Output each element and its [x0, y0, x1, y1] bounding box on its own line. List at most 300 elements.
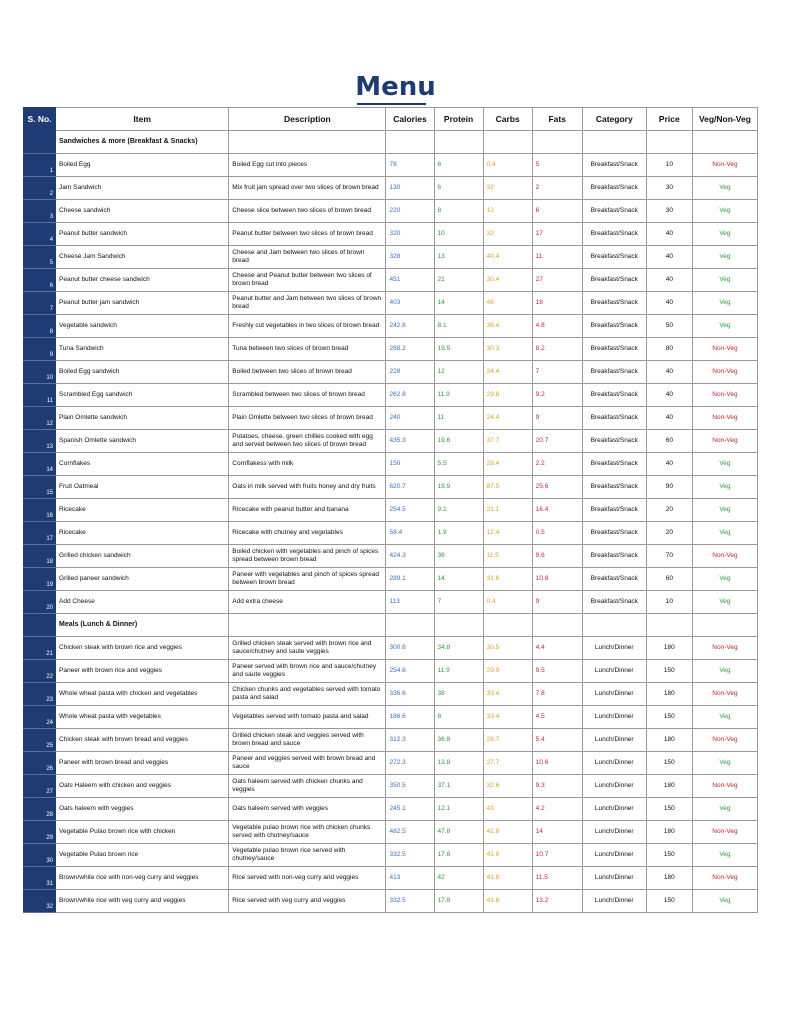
- item-description: Oats haleem served with veggies: [229, 798, 386, 821]
- item-description: Add extra cheese: [229, 591, 386, 614]
- price-value: 40: [646, 384, 692, 407]
- calories-value: 228: [386, 361, 434, 384]
- item-description: Potatoes, cheese, green chillies cooked with egg and served between two slices of brown bread: [229, 430, 386, 453]
- item-description: Paneer served with brown rice and sauce/chutney and saute veggies: [229, 660, 386, 683]
- section-label: Meals (Lunch & Dinner): [56, 614, 229, 637]
- price-value: 180: [646, 683, 692, 706]
- price-value: 30: [646, 177, 692, 200]
- calories-value: 254.5: [386, 499, 434, 522]
- protein-value: 9.1: [434, 499, 483, 522]
- price-value: 150: [646, 844, 692, 867]
- item-description: Cheese slice between two slices of brown bread: [229, 200, 386, 223]
- carbs-value: 43: [483, 798, 532, 821]
- item-description: Boiled chicken with vegetables and pinch of spices spread between brown bread: [229, 545, 386, 568]
- item-name: Whole wheat pasta with vegetables: [56, 706, 229, 729]
- fats-value: 25.6: [532, 476, 582, 499]
- veg-nonveg-value: Non-Veg: [692, 384, 757, 407]
- carbs-value: 46: [483, 292, 532, 315]
- price-value: 40: [646, 453, 692, 476]
- price-value: 60: [646, 568, 692, 591]
- veg-nonveg-value: Non-Veg: [692, 775, 757, 798]
- section-empty-cell: [483, 131, 532, 154]
- item-name: Tuna Sandwich: [56, 338, 229, 361]
- price-value: 30: [646, 200, 692, 223]
- row-number: 7: [24, 292, 56, 315]
- calories-value: 350.5: [386, 775, 434, 798]
- calories-value: 403: [386, 292, 434, 315]
- calories-value: 300.6: [386, 637, 434, 660]
- header-item: Item: [56, 108, 229, 131]
- price-value: 20: [646, 499, 692, 522]
- protein-value: 36: [434, 545, 483, 568]
- carbs-value: 37.7: [483, 430, 532, 453]
- carbs-value: 41.8: [483, 821, 532, 844]
- fats-value: 18: [532, 292, 582, 315]
- carbs-value: 12: [483, 200, 532, 223]
- fats-value: 6: [532, 200, 582, 223]
- carbs-value: 26.7: [483, 729, 532, 752]
- calories-value: 336.6: [386, 683, 434, 706]
- page-title: Menu: [355, 72, 436, 102]
- calories-value: 413: [386, 867, 434, 890]
- section-row: [24, 131, 758, 154]
- protein-value: 36.8: [434, 729, 483, 752]
- menu-table-body: [24, 131, 758, 913]
- header-price: Price: [646, 108, 692, 131]
- category-value: Breakfast/Snack: [582, 154, 646, 177]
- table-row: [24, 315, 758, 338]
- category-value: Breakfast/Snack: [582, 200, 646, 223]
- header-category: Category: [582, 108, 646, 131]
- section-sno-cell: [24, 614, 56, 637]
- row-number: 19: [24, 568, 56, 591]
- item-name: Chicken steak with brown bread and veggies: [56, 729, 229, 752]
- calories-value: 78: [386, 154, 434, 177]
- protein-value: 17.8: [434, 890, 483, 913]
- price-value: 180: [646, 867, 692, 890]
- item-name: Vegetable sandwich: [56, 315, 229, 338]
- category-value: Breakfast/Snack: [582, 338, 646, 361]
- item-description: Ricecake with peanut butter and banana: [229, 499, 386, 522]
- protein-value: 19.5: [434, 338, 483, 361]
- item-description: Oats haleem served with chicken chunks and veggies: [229, 775, 386, 798]
- price-value: 70: [646, 545, 692, 568]
- table-row: [24, 729, 758, 752]
- table-row: [24, 269, 758, 292]
- table-row: [24, 154, 758, 177]
- price-value: 180: [646, 729, 692, 752]
- item-description: Peanut butter and Jam between two slices of brown bread: [229, 292, 386, 315]
- row-number: 6: [24, 269, 56, 292]
- item-name: Plain Omlette sandwich: [56, 407, 229, 430]
- category-value: Breakfast/Snack: [582, 430, 646, 453]
- calories-value: 451: [386, 269, 434, 292]
- calories-value: 328: [386, 246, 434, 269]
- row-number: 28: [24, 798, 56, 821]
- calories-value: 482.5: [386, 821, 434, 844]
- price-value: 150: [646, 890, 692, 913]
- row-number: 13: [24, 430, 56, 453]
- table-row: [24, 568, 758, 591]
- fats-value: 20.7: [532, 430, 582, 453]
- veg-nonveg-value: Veg: [692, 476, 757, 499]
- veg-nonveg-value: Non-Veg: [692, 430, 757, 453]
- row-number: 30: [24, 844, 56, 867]
- carbs-value: 0.4: [483, 154, 532, 177]
- calories-value: 186.6: [386, 706, 434, 729]
- carbs-value: 29.8: [483, 384, 532, 407]
- section-empty-cell: [582, 131, 646, 154]
- row-number: 12: [24, 407, 56, 430]
- protein-value: 8: [434, 200, 483, 223]
- section-empty-cell: [532, 131, 582, 154]
- category-value: Lunch/Dinner: [582, 683, 646, 706]
- fats-value: 9: [532, 591, 582, 614]
- price-value: 40: [646, 223, 692, 246]
- fats-value: 10.8: [532, 568, 582, 591]
- item-name: Cornflakes: [56, 453, 229, 476]
- veg-nonveg-value: Non-Veg: [692, 867, 757, 890]
- row-number: 20: [24, 591, 56, 614]
- table-row: [24, 246, 758, 269]
- veg-nonveg-value: Veg: [692, 246, 757, 269]
- category-value: Breakfast/Snack: [582, 177, 646, 200]
- table-row: [24, 453, 758, 476]
- fats-value: 9.3: [532, 775, 582, 798]
- fats-value: 2.2: [532, 453, 582, 476]
- item-name: Spanish Omlette sandwich: [56, 430, 229, 453]
- row-number: 18: [24, 545, 56, 568]
- item-description: Chicken chunks and vegetables served with tomato pasta and salad: [229, 683, 386, 706]
- row-number: 8: [24, 315, 56, 338]
- section-label: Sandwiches & more (Breakfast & Snacks): [56, 131, 229, 154]
- category-value: Lunch/Dinner: [582, 798, 646, 821]
- category-value: Lunch/Dinner: [582, 637, 646, 660]
- protein-value: 8: [434, 706, 483, 729]
- table-row: [24, 637, 758, 660]
- item-name: Paneer with brown rice and veggies: [56, 660, 229, 683]
- calories-value: 435.3: [386, 430, 434, 453]
- veg-nonveg-value: Non-Veg: [692, 683, 757, 706]
- veg-nonveg-value: Non-Veg: [692, 338, 757, 361]
- category-value: Breakfast/Snack: [582, 476, 646, 499]
- fats-value: 16.4: [532, 499, 582, 522]
- header-calories: Calories: [386, 108, 434, 131]
- table-row: [24, 522, 758, 545]
- category-value: Lunch/Dinner: [582, 867, 646, 890]
- protein-value: 10: [434, 223, 483, 246]
- fats-value: 4.4: [532, 637, 582, 660]
- calories-value: 332.5: [386, 890, 434, 913]
- item-name: Grilled paneer sandwich: [56, 568, 229, 591]
- row-number: 22: [24, 660, 56, 683]
- section-empty-cell: [692, 614, 757, 637]
- item-description: Cheese and Peanut butter between two slices of brown bread: [229, 269, 386, 292]
- row-number: 23: [24, 683, 56, 706]
- fats-value: 7.8: [532, 683, 582, 706]
- table-row: [24, 844, 758, 867]
- table-row: [24, 660, 758, 683]
- protein-value: 11.9: [434, 384, 483, 407]
- table-row: [24, 200, 758, 223]
- section-empty-cell: [229, 614, 386, 637]
- protein-value: 6: [434, 154, 483, 177]
- protein-value: 7: [434, 591, 483, 614]
- category-value: Breakfast/Snack: [582, 453, 646, 476]
- section-empty-cell: [532, 614, 582, 637]
- item-description: Plain Omlette between two slices of brown bread: [229, 407, 386, 430]
- price-value: 150: [646, 706, 692, 729]
- item-name: Add Cheese: [56, 591, 229, 614]
- price-value: 150: [646, 752, 692, 775]
- item-description: Scrambled between two slices of brown bread: [229, 384, 386, 407]
- category-value: Lunch/Dinner: [582, 729, 646, 752]
- carbs-value: 30.5: [483, 637, 532, 660]
- price-value: 10: [646, 591, 692, 614]
- carbs-value: 30.3: [483, 338, 532, 361]
- carbs-value: 31.6: [483, 568, 532, 591]
- calories-value: 150: [386, 453, 434, 476]
- carbs-value: 12.4: [483, 522, 532, 545]
- fats-value: 4.8: [532, 315, 582, 338]
- veg-nonveg-value: Non-Veg: [692, 821, 757, 844]
- price-value: 50: [646, 315, 692, 338]
- fats-value: 9.6: [532, 545, 582, 568]
- category-value: Lunch/Dinner: [582, 706, 646, 729]
- item-description: Peanut butter between two slices of brown bread: [229, 223, 386, 246]
- header-description: Description: [229, 108, 386, 131]
- fats-value: 9.2: [532, 384, 582, 407]
- carbs-value: 11.5: [483, 545, 532, 568]
- row-number: 27: [24, 775, 56, 798]
- veg-nonveg-value: Veg: [692, 568, 757, 591]
- price-value: 150: [646, 660, 692, 683]
- price-value: 180: [646, 775, 692, 798]
- protein-value: 12.1: [434, 798, 483, 821]
- veg-nonveg-value: Veg: [692, 453, 757, 476]
- calories-value: 262.8: [386, 384, 434, 407]
- section-empty-cell: [692, 131, 757, 154]
- row-number: 16: [24, 499, 56, 522]
- calories-value: 245.1: [386, 798, 434, 821]
- table-row: [24, 752, 758, 775]
- category-value: Breakfast/Snack: [582, 568, 646, 591]
- carbs-value: 32: [483, 177, 532, 200]
- item-name: Vegetable Pulao brown rice: [56, 844, 229, 867]
- menu-table: [23, 107, 758, 913]
- carbs-value: 38.4: [483, 315, 532, 338]
- veg-nonveg-value: Veg: [692, 200, 757, 223]
- calories-value: 320: [386, 223, 434, 246]
- table-row: [24, 591, 758, 614]
- fats-value: 10.7: [532, 844, 582, 867]
- table-row: [24, 338, 758, 361]
- row-number: 9: [24, 338, 56, 361]
- header-carbs: Carbs: [483, 108, 532, 131]
- row-number: 15: [24, 476, 56, 499]
- fats-value: 5: [532, 154, 582, 177]
- veg-nonveg-value: Veg: [692, 798, 757, 821]
- calories-value: 424.3: [386, 545, 434, 568]
- veg-nonveg-value: Veg: [692, 223, 757, 246]
- calories-value: 288.2: [386, 338, 434, 361]
- veg-nonveg-value: Veg: [692, 890, 757, 913]
- section-row: [24, 614, 758, 637]
- price-value: 40: [646, 361, 692, 384]
- veg-nonveg-value: Veg: [692, 522, 757, 545]
- veg-nonveg-value: Non-Veg: [692, 545, 757, 568]
- price-value: 40: [646, 292, 692, 315]
- item-description: Vegetables served with tomato pasta and salad: [229, 706, 386, 729]
- item-name: Vegetable Pulao brown rice with chicken: [56, 821, 229, 844]
- row-number: 1: [24, 154, 56, 177]
- section-empty-cell: [646, 131, 692, 154]
- category-value: Lunch/Dinner: [582, 660, 646, 683]
- protein-value: 14: [434, 292, 483, 315]
- protein-value: 17.8: [434, 844, 483, 867]
- protein-value: 19.9: [434, 476, 483, 499]
- protein-value: 6: [434, 177, 483, 200]
- calories-value: 620.7: [386, 476, 434, 499]
- row-number: 26: [24, 752, 56, 775]
- carbs-value: 32: [483, 223, 532, 246]
- section-empty-cell: [646, 614, 692, 637]
- protein-value: 34.8: [434, 637, 483, 660]
- table-row: [24, 545, 758, 568]
- price-value: 40: [646, 269, 692, 292]
- carbs-value: 41.8: [483, 890, 532, 913]
- item-name: Oats haleem with veggies: [56, 798, 229, 821]
- protein-value: 47.8: [434, 821, 483, 844]
- calories-value: 272.3: [386, 752, 434, 775]
- category-value: Breakfast/Snack: [582, 407, 646, 430]
- price-value: 90: [646, 476, 692, 499]
- item-name: Whole wheat pasta with chicken and vegetables: [56, 683, 229, 706]
- item-description: Paneer with vegetables and pinch of spices spread between brown bread: [229, 568, 386, 591]
- protein-value: 37.1: [434, 775, 483, 798]
- carbs-value: 32.6: [483, 775, 532, 798]
- price-value: 40: [646, 407, 692, 430]
- fats-value: 14: [532, 821, 582, 844]
- item-description: Paneer and veggies served with brown bread and sauce: [229, 752, 386, 775]
- section-empty-cell: [434, 131, 483, 154]
- item-description: Cornflakess with milk: [229, 453, 386, 476]
- veg-nonveg-value: Veg: [692, 706, 757, 729]
- table-row: [24, 177, 758, 200]
- item-name: Cheese sandwich: [56, 200, 229, 223]
- section-sno-cell: [24, 131, 56, 154]
- table-row: [24, 775, 758, 798]
- category-value: Lunch/Dinner: [582, 775, 646, 798]
- row-number: 17: [24, 522, 56, 545]
- protein-value: 12: [434, 361, 483, 384]
- fats-value: 4.5: [532, 706, 582, 729]
- category-value: Breakfast/Snack: [582, 246, 646, 269]
- table-row: [24, 292, 758, 315]
- table-row: [24, 499, 758, 522]
- protein-value: 19.6: [434, 430, 483, 453]
- row-number: 4: [24, 223, 56, 246]
- table-row: [24, 361, 758, 384]
- fats-value: 2: [532, 177, 582, 200]
- category-value: Breakfast/Snack: [582, 223, 646, 246]
- item-description: Rice served with non-veg curry and veggies: [229, 867, 386, 890]
- fats-value: 10.6: [532, 752, 582, 775]
- fats-value: 13.2: [532, 890, 582, 913]
- section-empty-cell: [386, 131, 434, 154]
- fats-value: 0.5: [532, 522, 582, 545]
- item-name: Chicken steak with brown rice and veggies: [56, 637, 229, 660]
- protein-value: 13.8: [434, 752, 483, 775]
- carbs-value: 87.5: [483, 476, 532, 499]
- item-name: Fruit Oatmeal: [56, 476, 229, 499]
- item-description: Ricecake with chutney and vegetables: [229, 522, 386, 545]
- calories-value: 242.8: [386, 315, 434, 338]
- item-description: Vegetable pulao brown rice served with chutney/sauce: [229, 844, 386, 867]
- veg-nonveg-value: Veg: [692, 315, 757, 338]
- price-value: 60: [646, 430, 692, 453]
- calories-value: 113: [386, 591, 434, 614]
- title-underline: [357, 103, 426, 105]
- fats-value: 27: [532, 269, 582, 292]
- item-name: Scrambled Egg sandwich: [56, 384, 229, 407]
- veg-nonveg-value: Veg: [692, 292, 757, 315]
- category-value: Lunch/Dinner: [582, 890, 646, 913]
- carbs-value: 24.4: [483, 361, 532, 384]
- item-name: Brown/white rice with non-veg curry and veggies: [56, 867, 229, 890]
- veg-nonveg-value: Non-Veg: [692, 637, 757, 660]
- category-value: Breakfast/Snack: [582, 384, 646, 407]
- item-name: Peanut butter jam sandwich: [56, 292, 229, 315]
- carbs-value: 29.4: [483, 453, 532, 476]
- protein-value: 42: [434, 867, 483, 890]
- carbs-value: 29.9: [483, 660, 532, 683]
- price-value: 20: [646, 522, 692, 545]
- row-number: 29: [24, 821, 56, 844]
- carbs-value: 30.4: [483, 269, 532, 292]
- protein-value: 8.1: [434, 315, 483, 338]
- item-description: Mix fruit jam spread over two slices of brown bread: [229, 177, 386, 200]
- protein-value: 21: [434, 269, 483, 292]
- fats-value: 9: [532, 407, 582, 430]
- category-value: Breakfast/Snack: [582, 292, 646, 315]
- veg-nonveg-value: Non-Veg: [692, 729, 757, 752]
- fats-value: 11.5: [532, 867, 582, 890]
- header-sno: S. No.: [24, 108, 56, 131]
- protein-value: 11: [434, 407, 483, 430]
- calories-value: 312.3: [386, 729, 434, 752]
- table-row: [24, 890, 758, 913]
- calories-value: 254.6: [386, 660, 434, 683]
- table-row: [24, 476, 758, 499]
- carbs-value: 41.8: [483, 867, 532, 890]
- table-row: [24, 430, 758, 453]
- calories-value: 289.1: [386, 568, 434, 591]
- category-value: Breakfast/Snack: [582, 361, 646, 384]
- carbs-value: 33.4: [483, 706, 532, 729]
- item-description: Cheese and Jam between two slices of brown bread: [229, 246, 386, 269]
- item-description: Vegetable pulao brown rice with chicken chunks served with chutney/sauce: [229, 821, 386, 844]
- item-description: Freshly cut vegetables in two slices of brown bread: [229, 315, 386, 338]
- item-name: Peanut butter cheese sandwich: [56, 269, 229, 292]
- veg-nonveg-value: Veg: [692, 752, 757, 775]
- protein-value: 38: [434, 683, 483, 706]
- row-number: 10: [24, 361, 56, 384]
- table-header-row: [24, 108, 758, 131]
- veg-nonveg-value: Non-Veg: [692, 154, 757, 177]
- row-number: 31: [24, 867, 56, 890]
- header-protein: Protein: [434, 108, 483, 131]
